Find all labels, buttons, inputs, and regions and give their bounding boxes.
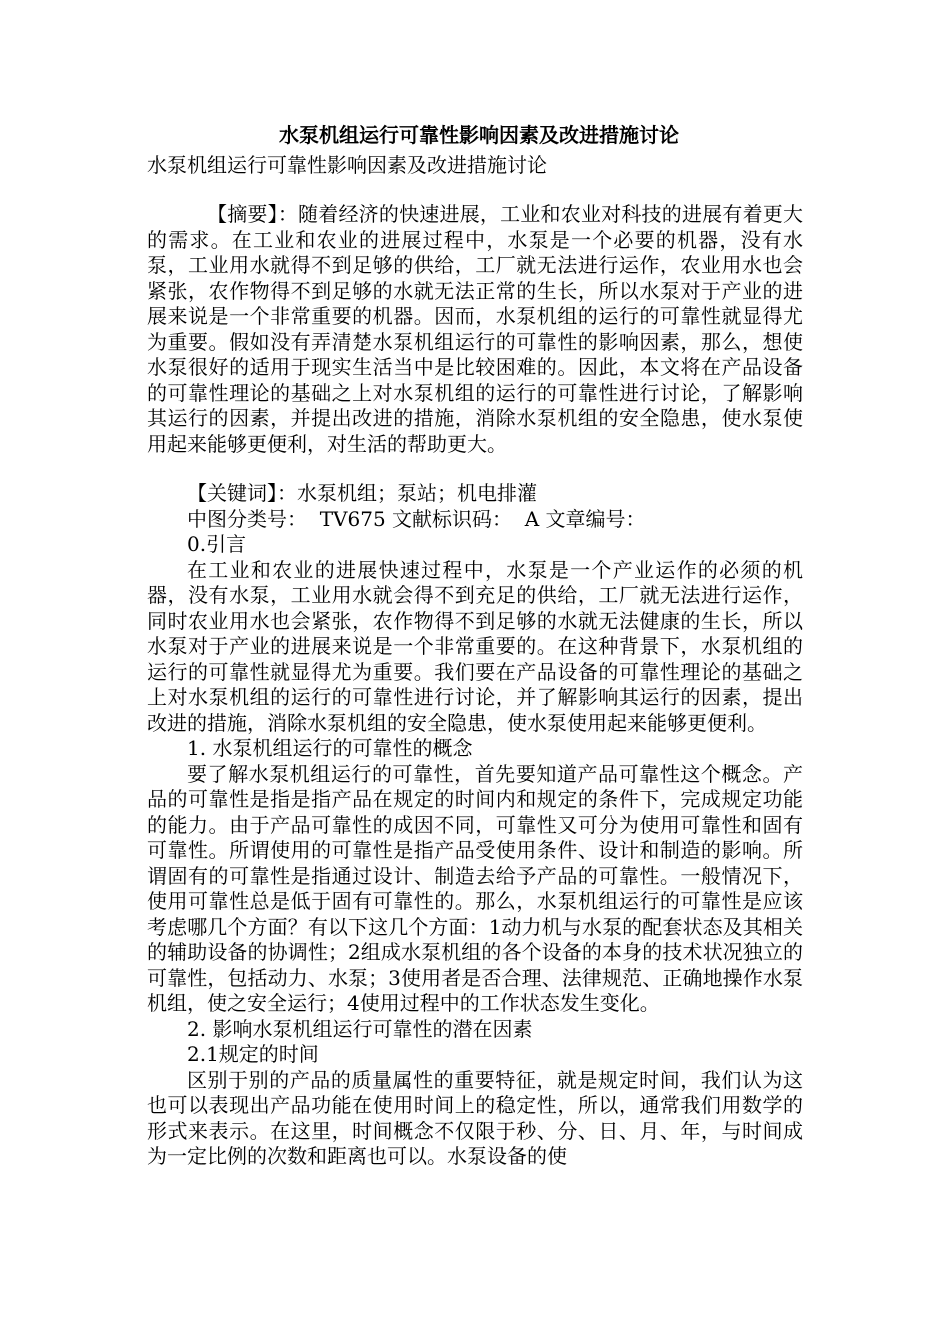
document-subtitle: 水泵机组运行可靠性影响因素及改进措施讨论 [147, 153, 547, 177]
section-2-heading: 2. 影响水泵机组运行可靠性的潜在因素 [187, 1016, 533, 1041]
section-1-paragraph: 要了解水泵机组运行的可靠性，首先要知道产品可靠性这个概念。产品的可靠性是指是指产品在规定的时间内和规定的条件下，完成规定功能的能力。由于产品可靠性的成因不同，可靠性又可分为使用可靠性和固有可靠性。所谓使用的可靠性是指产品受使用条件、设计和制造的影响。所谓固有的可靠性是指通过设计、制造去给予产品的可靠性。一般情况下，使用可靠性总是低于固有可靠性的。那么，水泵机组运行的可靠性是应该考虑哪几个方面？有以下这几个方面：1动力机与水泵的配套状态及其相关的辅助设备的协调性；2组成水泵机组的各个设备的本身的技术状况独立的可靠性，包括动力、水泵；3使用者是否合理、法律规范、正确地操作水泵机组，使之安全运行；4使用过程中的工作状态发生变化。 [147, 761, 803, 1015]
classification-line: 中图分类号： TV675 文献标识码： A 文章编号： [187, 506, 646, 531]
keywords-line: 【关键词】：水泵机组；泵站；机电排灌 [187, 481, 537, 505]
abstract-paragraph: 【摘要】：随着经济的快速进展，工业和农业对科技的进展有着更大的需求。在工业和农业的进展过程中，水泵是一个必要的机器，没有水泵，工业用水就得不到足够的供给，工厂就无法进行运作，农业用水也会紧张，农作物得不到足够的水就无法正常的生长，所以水泵对于产业的进展来说是一个非常重要的机器。因而，水泵机组的运行的可靠性就显得尤为重要。假如没有弄清楚水泵机组运行的可靠性的影响因素，那么，想使水泵很好的适用于现实生活当中是比较困难的。因此，本文将在产品设备的可靠性理论的基础之上对水泵机组的运行的可靠性进行讨论，了解影响其运行的因素，并提出改进的措施，消除水泵机组的安全隐患，使水泵使用起来能够更便利，对生活的帮助更大。 [147, 202, 803, 456]
section-1-heading: 1. 水泵机组运行的可靠性的概念 [187, 736, 473, 760]
section-0-paragraph: 在工业和农业的进展快速过程中，水泵是一个产业运作的必须的机器，没有水泵，工业用水就会得不到充足的供给，工厂就无法进行运作，同时农业用水也会紧张，农作物得不到足够的水就无法健康的生长，所以水泵对于产业的进展来说是一个非常重要的。在这种背景下，水泵机组的运行的可靠性就显得尤为重要。我们要在产品设备的可靠性理论的基础之上对水泵机组的运行的可靠性进行讨论，并了解影响其运行的因素，提出改进的措施，消除水泵机组的安全隐患，使水泵使用起来能够更便利。 [147, 557, 803, 735]
section-2-1-heading: 2.1规定的时间 [187, 1042, 319, 1066]
document-title: 水泵机组运行可靠性影响因素及改进措施讨论 [279, 123, 679, 147]
section-0-heading: 0.引言 [187, 532, 247, 556]
document-page [147, 118, 803, 1170]
section-2-1-paragraph: 区别于别的产品的质量属性的重要特征，就是规定时间，我们认为这也可以表现出产品功能在使用时间上的稳定性，所以，通常我们用数学的形式来表示。在这里，时间概念不仅限于秒、分、日、月、年，与时间成为一定比例的次数和距离也可以。水泵设备的使 [147, 1067, 803, 1168]
